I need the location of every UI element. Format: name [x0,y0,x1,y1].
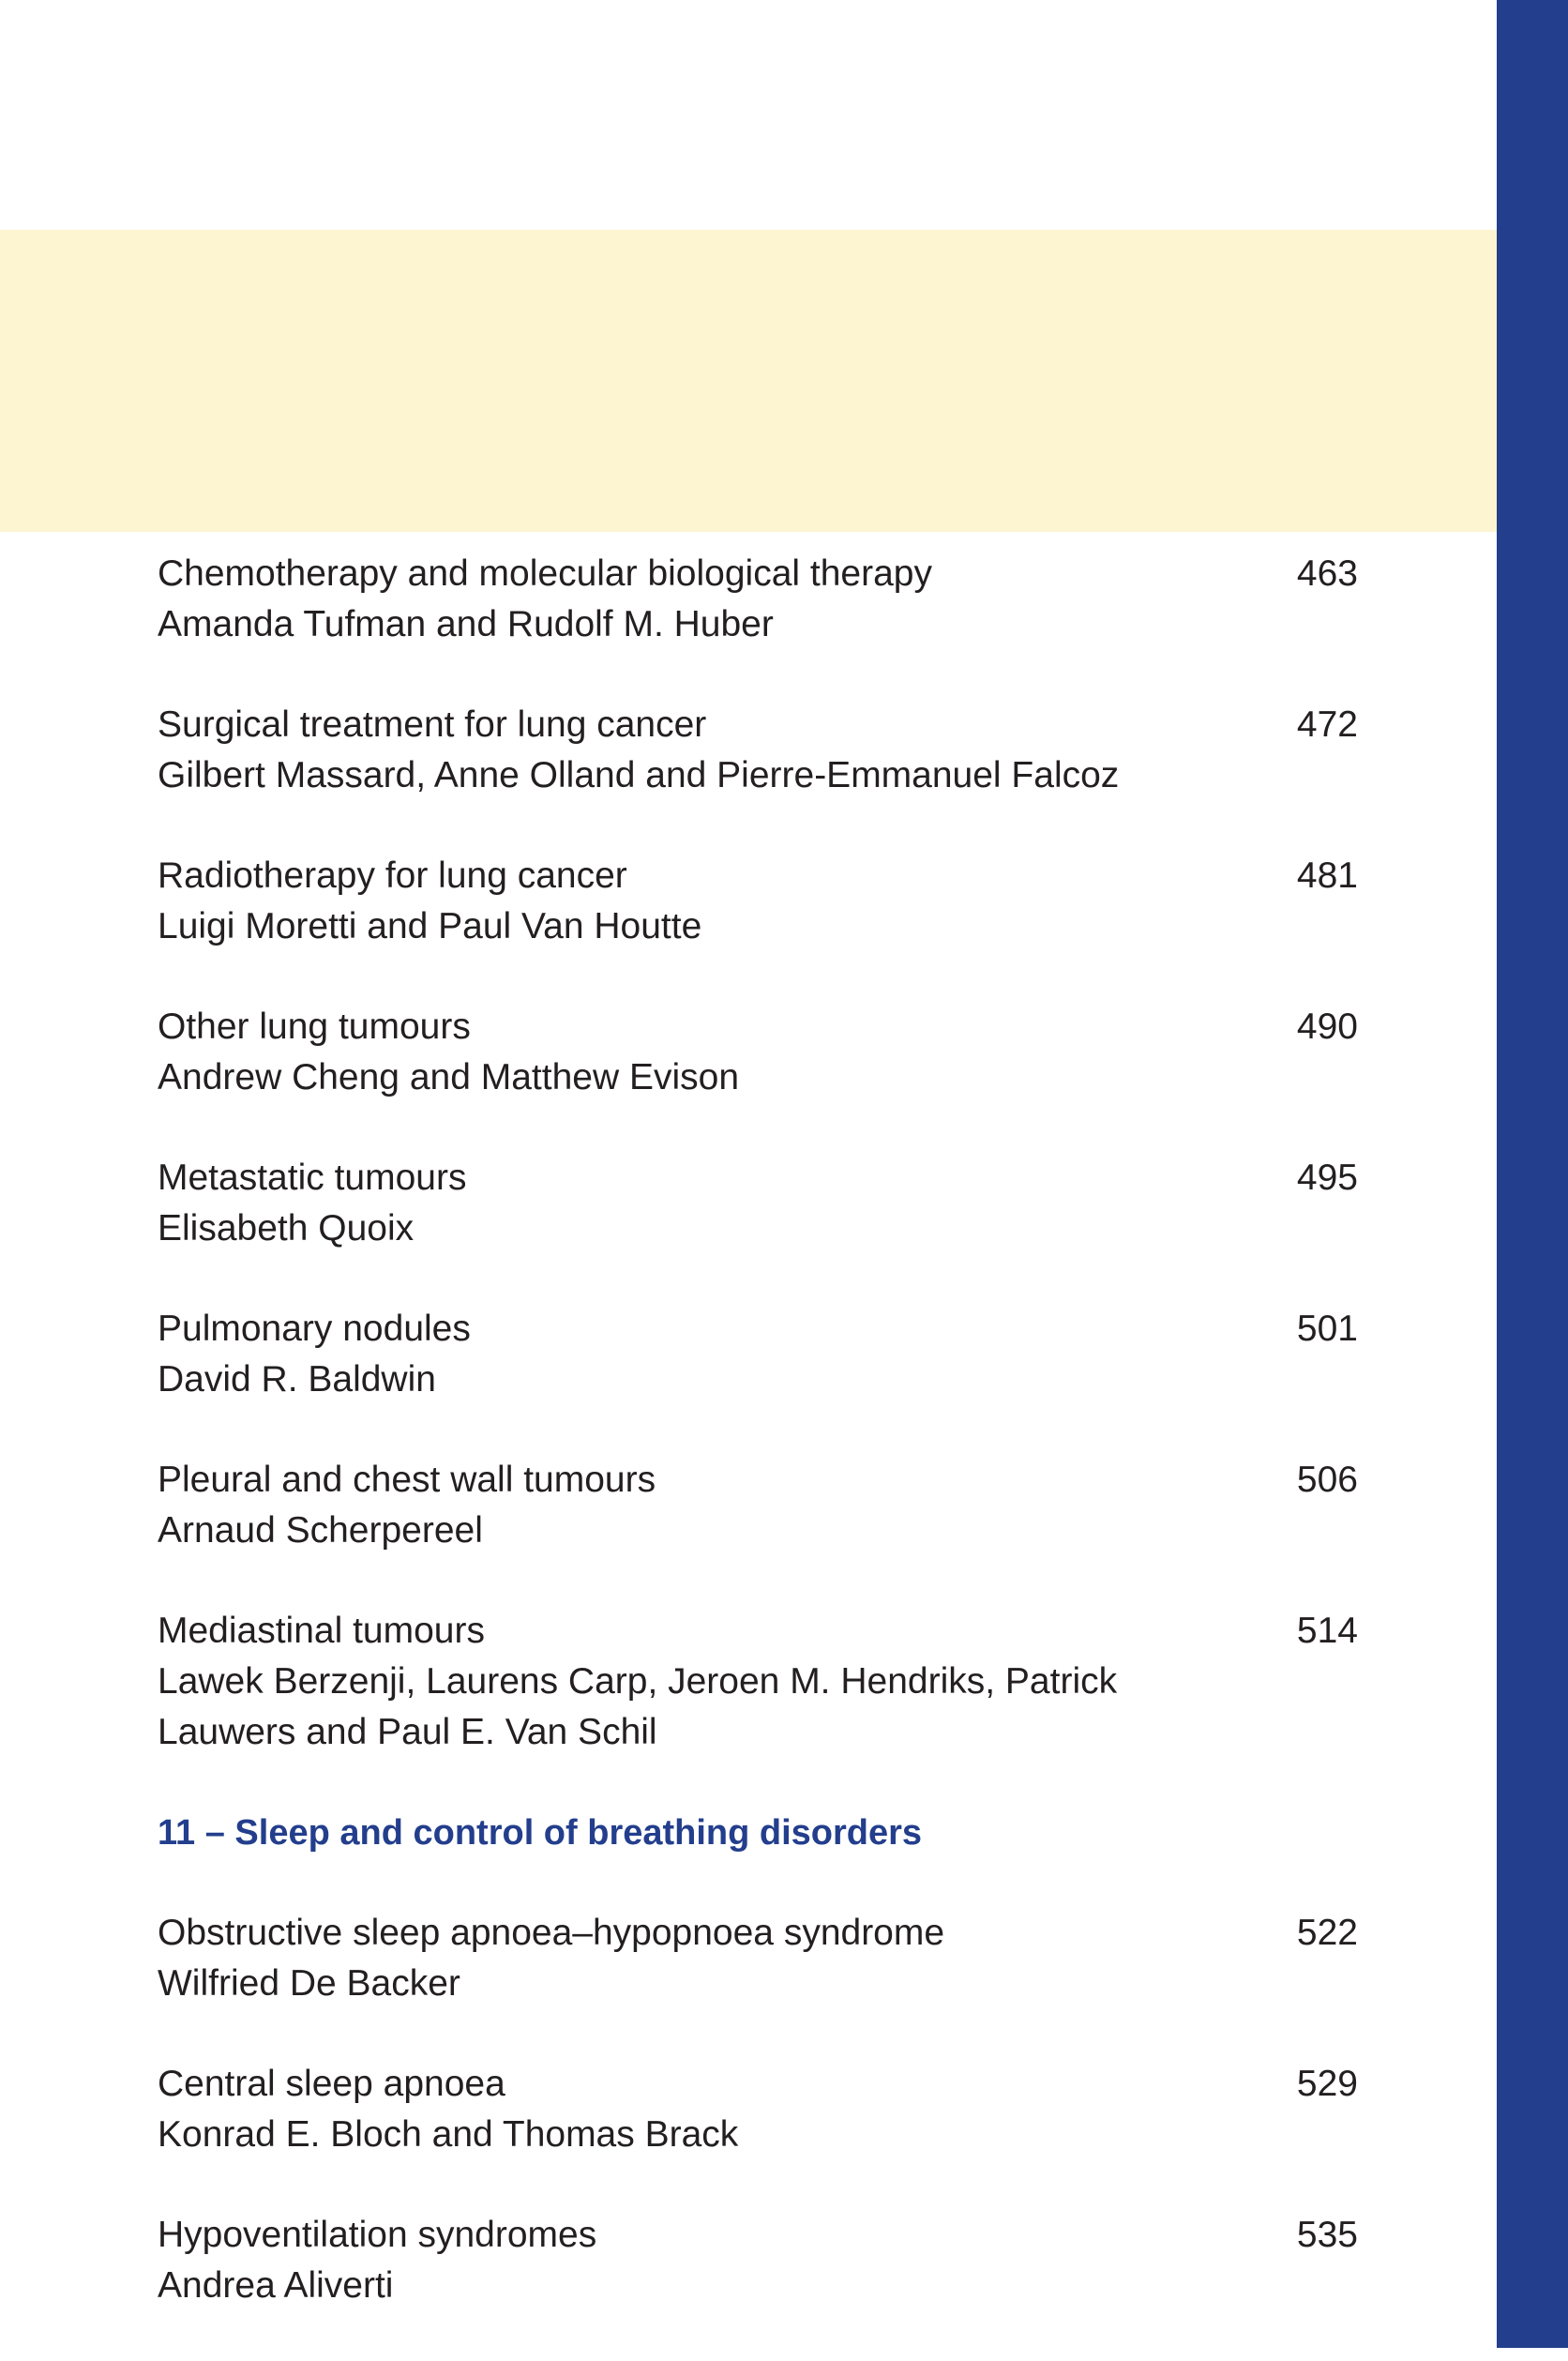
entry-title: Surgical treatment for lung cancer [158,704,707,745]
entry-authors: Arnaud Scherpereel [158,1510,483,1551]
toc-entry[interactable] [158,700,1358,801]
entry-title: Hypoventilation syndromes [158,2215,597,2255]
entry-title: Mediastinal tumours [158,1611,485,1651]
toc-entry[interactable] [158,1908,1358,2009]
entry-page-number: 514 [1296,1611,1358,1651]
entry-page-number: 490 [1296,1006,1358,1047]
entry-authors: Lawek Berzenji, Laurens Carp, Jeroen M. Hendriks, Patrick Lauwers and Paul E. Van Schil [158,1661,1118,1752]
entry-title: Pleural and chest wall tumours [158,1460,656,1500]
entry-title: Central sleep apnoea [158,2064,505,2104]
entry-authors: Wilfried De Backer [158,1963,460,2004]
entry-authors: Konrad E. Bloch and Thomas Brack [158,2114,739,2155]
toc-entry[interactable] [158,1606,1358,1758]
entry-authors: Luigi Moretti and Paul Van Houtte [158,906,702,946]
entry-authors: Andrea Aliverti [158,2265,394,2306]
toc-entry[interactable] [158,1304,1358,1405]
entry-page-number: 495 [1296,1158,1358,1198]
toc-entry[interactable] [158,1455,1358,1556]
entry-title: Chemotherapy and molecular biological therapy [158,553,932,594]
entry-authors: David R. Baldwin [158,1359,436,1400]
entry-title: Metastatic tumours [158,1158,467,1198]
entry-title: Other lung tumours [158,1006,471,1047]
entry-page-number: 535 [1296,2215,1358,2255]
toc-entry[interactable] [158,851,1358,952]
toc-entry[interactable] [158,1153,1358,1254]
entry-page-number: 472 [1296,704,1358,745]
entry-title: Radiotherapy for lung cancer [158,855,627,896]
toc-entry[interactable] [158,2059,1358,2160]
entry-authors: Amanda Tufman and Rudolf M. Huber [158,604,774,644]
toc-entry[interactable] [158,549,1358,650]
entry-title: Obstructive sleep apnoea–hypopnoea syndrome [158,1913,945,1953]
entry-authors: Andrew Cheng and Matthew Evison [158,1057,740,1097]
section-heading[interactable]: 11 – Sleep and control of breathing disorders [158,1813,923,1853]
table-of-contents [158,549,1358,2361]
entry-page-number: 481 [1296,855,1358,896]
entry-page-number: 522 [1296,1913,1358,1953]
entry-title: Pulmonary nodules [158,1309,471,1349]
toc-entry[interactable] [158,2210,1358,2311]
entry-authors: Elisabeth Quoix [158,1208,415,1249]
entry-page-number: 529 [1296,2064,1358,2104]
entry-page-number: 506 [1296,1460,1358,1500]
entry-authors: Gilbert Massard, Anne Olland and Pierre-Emmanuel Falcoz [158,755,1120,795]
header-band [0,230,1497,532]
toc-entry[interactable] [158,1002,1358,1103]
entry-page-number: 463 [1296,553,1358,594]
side-color-bar [1497,0,1568,2348]
entry-page-number: 501 [1296,1309,1358,1349]
